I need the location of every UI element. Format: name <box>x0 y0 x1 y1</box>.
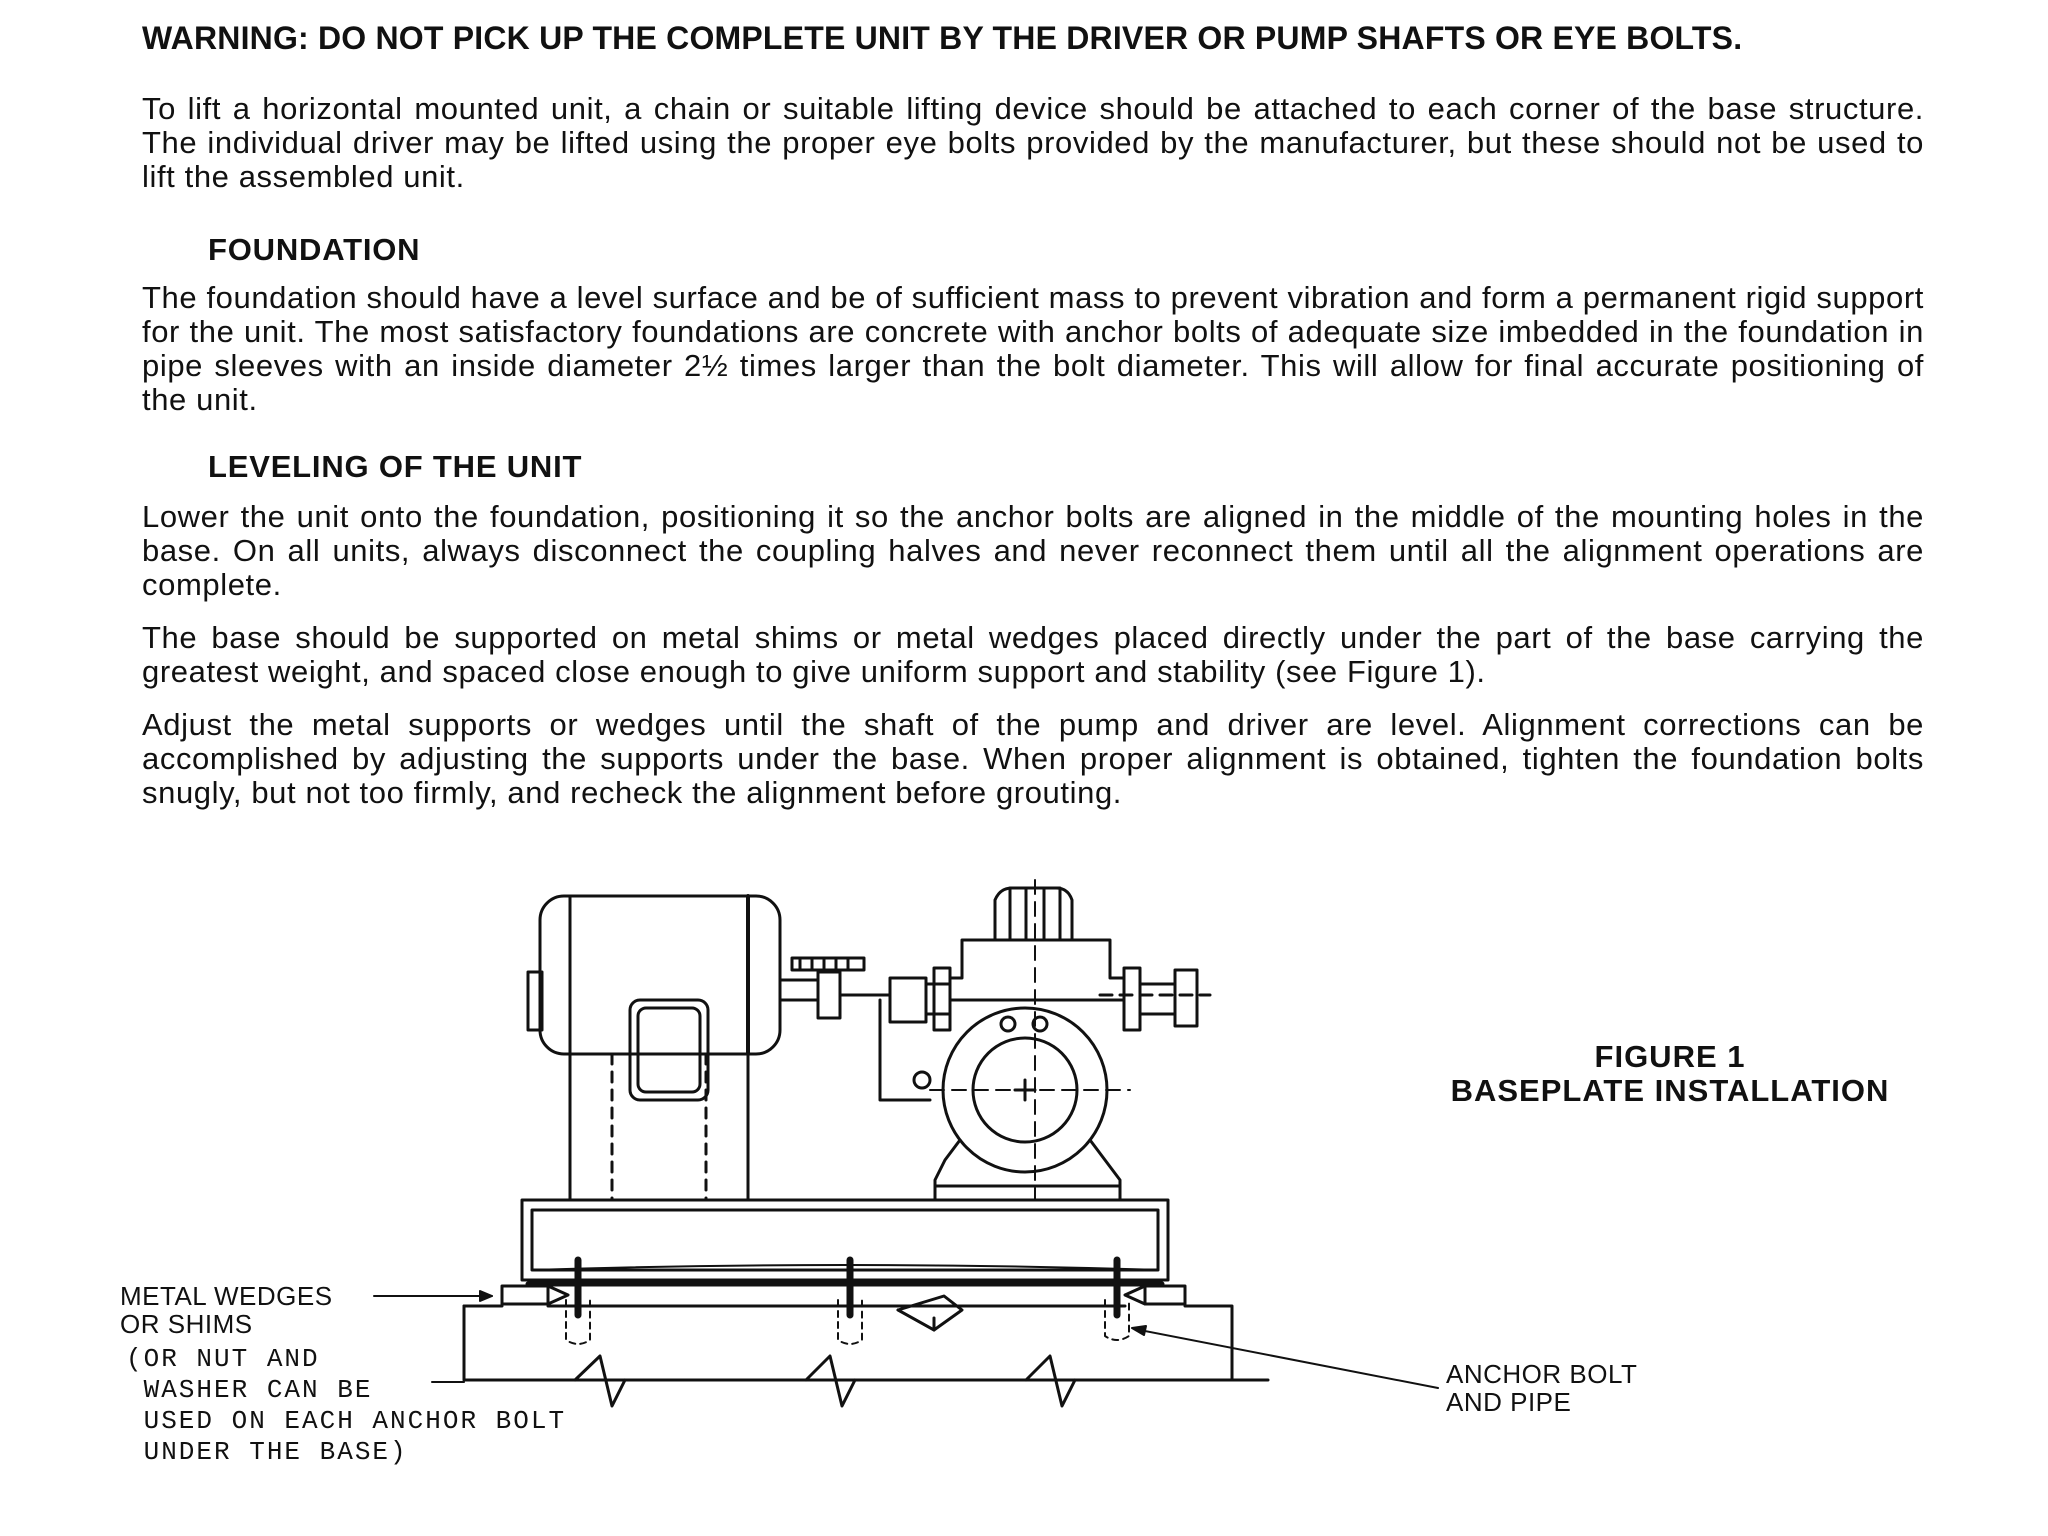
leveling-heading: LEVELING OF THE UNIT <box>208 449 583 484</box>
foundation-heading: FOUNDATION <box>208 232 421 267</box>
figure-number: FIGURE 1 <box>1594 1039 1746 1074</box>
leveling-paragraph-1: Lower the unit onto the foundation, positioning it so the anchor bolts are aligned in the middle of the mounting holes in the base. On all units, always disconnect the coupling halves and never reconnect them until all the alignment operations are complete. <box>142 499 1924 602</box>
motor-driver <box>528 896 818 1200</box>
foundation-block <box>464 1306 1268 1406</box>
anchor-bolt-label <box>1446 1360 1637 1416</box>
nut-washer-note: (OR NUT AND WASHER CAN BE USED ON EACH ANCHOR BOLT UNDER THE BASE) <box>126 1344 567 1467</box>
figure-title: BASEPLATE INSTALLATION <box>1450 1073 1890 1108</box>
wedges <box>502 1286 1185 1330</box>
baseplate <box>522 1200 1168 1284</box>
wedges-label-line-2: OR SHIMS <box>120 1309 253 1339</box>
anchor-bolt-label-line-1: ANCHOR BOLT <box>1446 1359 1638 1389</box>
warning-heading: WARNING: DO NOT PICK UP THE COMPLETE UNIT BY THE DRIVER OR PUMP SHAFTS OR EYE BOLTS. <box>142 20 1743 56</box>
foundation-paragraph: The foundation should have a level surface and be of sufficient mass to prevent vibration and form a permanent rigid support for the unit. The most satisfactory foundations are concrete with anchor bolts of adequate size imbedded in the foundation in pipe sleeves with an inside diameter 2½ times larger than the bolt diameter. This will allow for final accurate positioning of the unit. <box>142 280 1924 417</box>
anchor-bolt-label-line-2: AND PIPE <box>1446 1387 1572 1417</box>
coupling <box>792 958 890 1018</box>
figure-caption <box>1400 1040 1940 1108</box>
pump <box>880 880 1210 1200</box>
wedges-label <box>120 1282 333 1338</box>
wedges-label-line-1: METAL WEDGES <box>120 1281 333 1311</box>
leveling-paragraph-2: The base should be supported on metal shims or metal wedges placed directly under the part of the base carrying the greatest weight, and spaced close enough to give uniform support and stability (see Figure 1). <box>142 620 1924 689</box>
leveling-paragraph-3: Adjust the metal supports or wedges until the shaft of the pump and driver are level. Alignment corrections can be accomplished by adjusting the supports under the base. When proper alignment is obtained, tighten the foundation bolts snugly, but not too firmly, and recheck the alignment before grouting. <box>142 707 1924 810</box>
intro-paragraph: To lift a horizontal mounted unit, a chain or suitable lifting device should be attached to each corner of the base structure. The individual driver may be lifted using the proper eye bolts provided by the manufacturer, but these should not be used to lift the assembled unit. <box>142 91 1924 194</box>
